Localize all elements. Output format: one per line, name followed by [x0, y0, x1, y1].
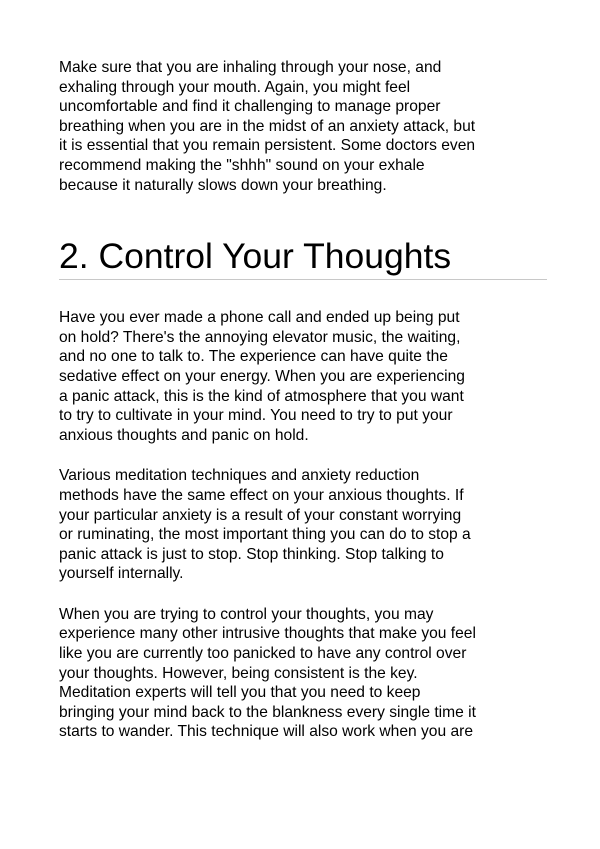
heading-divider	[59, 279, 547, 280]
paragraph-spacer	[59, 445, 547, 466]
document-page	[59, 58, 547, 742]
paragraph-breathing: Make sure that you are inhaling through your nose, and exhaling through your mouth. Again, you might feel uncomfortable and find it challenging to manage proper breathing when you are in the midst of an anxiety attack, but it is essential that you remain persistent. Some doctors even recommend making the "shhh" sound on your exhale because it naturally slows down your breathing.	[59, 59, 476, 194]
paragraph-meditation: Various meditation techniques and anxiety reduction methods have the same effect on your anxious thoughts. If your particular anxiety is a result of your constant worrying or ruminating, the most important thing you can do to stop a panic attack is just to stop. Stop thinking. Stop talking to yourself internally.	[59, 467, 471, 583]
paragraph-intrusive-thoughts: When you are trying to control your thoughts, you may experience many other intrusive thoughts that make you feel like you are currently too panicked to have any control over your thoughts. However, being consistent is the key. Meditation experts will tell you that you need to keep bringing your mind back to the blankness every single time it starts to wander. This technique will also work when you are	[59, 605, 476, 741]
section-heading: 2. Control Your Thoughts	[59, 236, 452, 277]
paragraph-spacer	[59, 584, 547, 605]
paragraph-on-hold: Have you ever made a phone call and ended up being put on hold? There's the annoying elevator music, the waiting, and no one to talk to. The experience can have quite the sedative effect on your energy. When you are experiencing a panic attack, this is the kind of atmosphere that you want to try to cultivate in your mind. You need to try to put your anxious thoughts and panic on hold.	[59, 309, 465, 444]
